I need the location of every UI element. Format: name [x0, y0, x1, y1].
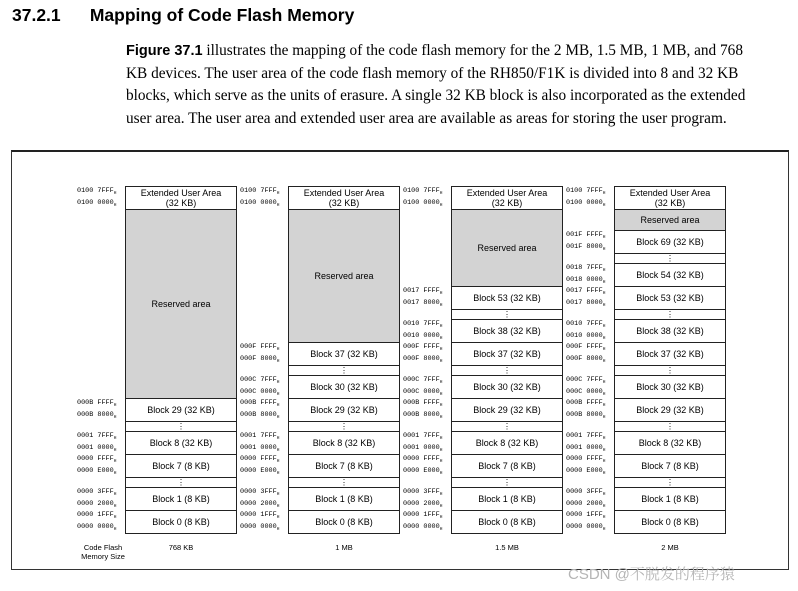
address-value: 000B FFFF	[240, 399, 277, 407]
hex-suffix: H	[439, 324, 443, 329]
address-label	[240, 343, 279, 354]
address-value: 0100 7FFF	[240, 187, 277, 195]
ellipsis-row: ⋮	[451, 309, 563, 320]
memory-block: Block 7 (8 KB)	[614, 454, 726, 478]
address-value: 000F 8000	[566, 355, 603, 363]
memory-block: Block 1 (8 KB)	[614, 487, 726, 511]
hex-suffix: H	[276, 527, 280, 532]
ellipsis-row: ⋮	[614, 253, 726, 264]
address-label	[566, 199, 605, 210]
address-label	[77, 187, 116, 198]
address-label	[240, 187, 279, 198]
paragraph-line: user area. The user area and extended user area are available as areas for storing the user program.	[126, 109, 727, 127]
hex-suffix: H	[602, 268, 606, 273]
address-value: 0010 7FFF	[403, 320, 440, 328]
ellipsis-row: ⋮	[451, 421, 563, 432]
hex-suffix: H	[602, 291, 606, 296]
memory-block: Block 53 (32 KB)	[451, 286, 563, 310]
address-label	[240, 488, 279, 499]
address-label	[403, 299, 442, 310]
address-value: 0000 E000	[566, 467, 603, 475]
memory-block: Block 7 (8 KB)	[125, 454, 237, 478]
address-value: 0018 7FFF	[566, 264, 603, 272]
address-label	[566, 320, 605, 331]
address-value: 000B 8000	[403, 411, 440, 419]
address-label	[77, 523, 116, 534]
paragraph-line	[126, 40, 796, 63]
address-label	[77, 455, 116, 466]
ellipsis-row: ⋮	[614, 421, 726, 432]
hex-suffix: H	[276, 203, 280, 208]
memory-block: Block 30 (32 KB)	[451, 375, 563, 399]
memory-block: Block 8 (32 KB)	[288, 431, 400, 455]
address-value: 0000 3FFF	[403, 488, 440, 496]
memory-block: Block 30 (32 KB)	[614, 375, 726, 399]
hex-suffix: H	[602, 303, 606, 308]
address-label	[403, 488, 442, 499]
hex-suffix: H	[113, 492, 117, 497]
address-label	[566, 231, 605, 242]
address-label	[403, 320, 442, 331]
address-label	[566, 343, 605, 354]
hex-suffix: H	[602, 448, 606, 453]
address-label	[240, 444, 279, 455]
address-value: 000B FFFF	[403, 399, 440, 407]
memory-block: Block 1 (8 KB)	[125, 487, 237, 511]
hex-suffix: H	[602, 203, 606, 208]
address-label	[240, 523, 279, 534]
hex-suffix: H	[276, 492, 280, 497]
ellipsis-row: ⋮	[288, 421, 400, 432]
ellipsis-row: ⋮	[125, 477, 237, 488]
address-value: 0000 E000	[403, 467, 440, 475]
hex-suffix: H	[113, 504, 117, 509]
hex-suffix: H	[439, 359, 443, 364]
address-label	[403, 287, 442, 298]
address-label	[240, 467, 279, 478]
address-label	[566, 376, 605, 387]
address-value: 0000 0000	[403, 523, 440, 531]
hex-suffix: H	[439, 336, 443, 341]
address-value: 0000 1FFF	[566, 511, 603, 519]
hex-suffix: H	[439, 403, 443, 408]
memory-size-label: 1.5 MB	[495, 543, 519, 552]
hex-suffix: H	[439, 471, 443, 476]
ellipsis-row: ⋮	[614, 309, 726, 320]
hex-suffix: H	[276, 471, 280, 476]
address-value: 0100 7FFF	[566, 187, 603, 195]
address-value: 0100 7FFF	[77, 187, 114, 195]
address-label	[403, 187, 442, 198]
address-value: 0017 FFFF	[566, 287, 603, 295]
address-value: 0001 0000	[566, 444, 603, 452]
memory-block: Block 37 (32 KB)	[614, 342, 726, 366]
address-label	[566, 432, 605, 443]
section-heading	[12, 5, 354, 26]
hex-suffix: H	[602, 459, 606, 464]
hex-suffix: H	[113, 459, 117, 464]
hex-suffix: H	[439, 303, 443, 308]
address-value: 0000 E000	[77, 467, 114, 475]
address-label	[77, 432, 116, 443]
ellipsis-row: ⋮	[288, 477, 400, 488]
address-value: 0000 3FFF	[240, 488, 277, 496]
address-value: 001F FFFF	[566, 231, 603, 239]
address-label	[566, 467, 605, 478]
address-value: 0010 7FFF	[566, 320, 603, 328]
address-value: 0001 7FFF	[566, 432, 603, 440]
memory-block: Block 37 (32 KB)	[451, 342, 563, 366]
hex-suffix: H	[602, 515, 606, 520]
hex-suffix: H	[276, 191, 280, 196]
address-value: 000B 8000	[240, 411, 277, 419]
extended-user-area: Extended User Area (32 KB)	[125, 186, 237, 210]
address-label	[403, 343, 442, 354]
address-value: 0100 0000	[403, 199, 440, 207]
address-value: 0000 3FFF	[77, 488, 114, 496]
hex-suffix: H	[276, 515, 280, 520]
address-label	[566, 444, 605, 455]
address-label	[566, 187, 605, 198]
address-value: 0001 0000	[403, 444, 440, 452]
hex-suffix: H	[439, 347, 443, 352]
hex-suffix: H	[602, 324, 606, 329]
address-label	[77, 199, 116, 210]
address-value: 000F 8000	[403, 355, 440, 363]
memory-block: Block 38 (32 KB)	[614, 319, 726, 343]
address-label	[77, 500, 116, 511]
reserved-area: Reserved area	[451, 209, 563, 287]
address-label	[403, 444, 442, 455]
address-value: 0000 1FFF	[240, 511, 277, 519]
memory-block: Block 53 (32 KB)	[614, 286, 726, 310]
address-label	[403, 388, 442, 399]
address-value: 000C 0000	[566, 388, 603, 396]
address-value: 0017 8000	[403, 299, 440, 307]
hex-suffix: H	[276, 403, 280, 408]
address-label	[566, 332, 605, 343]
address-label	[403, 332, 442, 343]
address-value: 000F 8000	[240, 355, 277, 363]
address-value: 000C 0000	[240, 388, 277, 396]
address-value: 0001 7FFF	[403, 432, 440, 440]
address-value: 0000 FFFF	[403, 455, 440, 463]
memory-block: Block 29 (32 KB)	[614, 398, 726, 422]
memory-block: Block 0 (8 KB)	[125, 510, 237, 534]
address-label	[566, 276, 605, 287]
address-value: 0017 8000	[566, 299, 603, 307]
extended-user-area: Extended User Area (32 KB)	[451, 186, 563, 210]
hex-suffix: H	[276, 448, 280, 453]
extended-user-area: Extended User Area (32 KB)	[614, 186, 726, 210]
reserved-area: Reserved area	[288, 209, 400, 343]
ellipsis-row: ⋮	[451, 365, 563, 376]
address-label	[240, 432, 279, 443]
address-label	[403, 411, 442, 422]
hex-suffix: H	[602, 347, 606, 352]
reserved-area: Reserved area	[125, 209, 237, 399]
address-label	[240, 199, 279, 210]
hex-suffix: H	[113, 448, 117, 453]
address-label	[566, 455, 605, 466]
address-label	[566, 243, 605, 254]
address-label	[566, 488, 605, 499]
address-label	[566, 500, 605, 511]
figure-reference[interactable]: Figure 37.1	[126, 43, 203, 59]
address-value: 0001 0000	[240, 444, 277, 452]
memory-block: Block 30 (32 KB)	[288, 375, 400, 399]
address-value: 0000 1FFF	[403, 511, 440, 519]
address-label	[566, 411, 605, 422]
hex-suffix: H	[276, 347, 280, 352]
paragraph-line: KB devices. The user area of the code flash memory of the RH850/F1K is divided into 8 and 32 KB	[126, 64, 739, 82]
address-label	[566, 355, 605, 366]
memory-block: Block 8 (32 KB)	[125, 431, 237, 455]
section-number: 37.2.1	[12, 5, 61, 25]
address-value: 0100 0000	[77, 199, 114, 207]
hex-suffix: H	[113, 415, 117, 420]
address-value: 0100 7FFF	[403, 187, 440, 195]
address-value: 0100 0000	[566, 199, 603, 207]
address-label	[77, 399, 116, 410]
hex-suffix: H	[602, 492, 606, 497]
address-label	[403, 376, 442, 387]
hex-suffix: H	[602, 359, 606, 364]
ellipsis-row: ⋮	[451, 477, 563, 488]
hex-suffix: H	[439, 527, 443, 532]
memory-block: Block 38 (32 KB)	[451, 319, 563, 343]
address-label	[240, 376, 279, 387]
hex-suffix: H	[439, 515, 443, 520]
address-value: 000F FFFF	[403, 343, 440, 351]
address-value: 000B FFFF	[566, 399, 603, 407]
address-value: 000F FFFF	[240, 343, 277, 351]
address-label	[403, 355, 442, 366]
address-label	[77, 467, 116, 478]
address-value: 0000 0000	[566, 523, 603, 531]
hex-suffix: H	[113, 471, 117, 476]
address-label	[566, 511, 605, 522]
hex-suffix: H	[276, 459, 280, 464]
hex-suffix: H	[276, 392, 280, 397]
address-label	[77, 444, 116, 455]
hex-suffix: H	[439, 392, 443, 397]
address-value: 0000 0000	[77, 523, 114, 531]
ellipsis-row: ⋮	[614, 365, 726, 376]
address-label	[240, 355, 279, 366]
memory-block: Block 0 (8 KB)	[288, 510, 400, 534]
address-value: 0001 7FFF	[240, 432, 277, 440]
address-label	[403, 523, 442, 534]
address-value: 0000 0000	[240, 523, 277, 531]
address-label	[566, 264, 605, 275]
hex-suffix: H	[602, 436, 606, 441]
extended-user-area: Extended User Area (32 KB)	[288, 186, 400, 210]
hex-suffix: H	[602, 504, 606, 509]
memory-block: Block 8 (32 KB)	[451, 431, 563, 455]
address-label	[240, 455, 279, 466]
paragraph-text: illustrates the mapping of the code flash memory for the 2 MB, 1.5 MB, 1 MB, and 768	[202, 42, 743, 59]
address-value: 0000 1FFF	[77, 511, 114, 519]
address-value: 000B 8000	[77, 411, 114, 419]
hex-suffix: H	[113, 436, 117, 441]
address-value: 0001 7FFF	[77, 432, 114, 440]
address-value: 0000 2000	[240, 500, 277, 508]
code-flash-size-caption: Code Flash Memory Size	[81, 543, 125, 561]
section-title: Mapping of Code Flash Memory	[89, 5, 355, 25]
hex-suffix: H	[602, 392, 606, 397]
hex-suffix: H	[602, 415, 606, 420]
address-value: 0000 FFFF	[240, 455, 277, 463]
memory-block: Block 7 (8 KB)	[451, 454, 563, 478]
hex-suffix: H	[439, 291, 443, 296]
address-label	[403, 432, 442, 443]
paragraph-line: blocks, which serve as the units of erasure. A single 32 KB block is also incorporated as the extended	[126, 87, 746, 104]
hex-suffix: H	[602, 191, 606, 196]
address-value: 0000 2000	[566, 500, 603, 508]
address-value: 0000 3FFF	[566, 488, 603, 496]
memory-block: Block 69 (32 KB)	[614, 230, 726, 254]
hex-suffix: H	[602, 336, 606, 341]
memory-size-label: 768 KB	[168, 543, 194, 552]
address-value: 0010 0000	[566, 332, 603, 340]
address-value: 000F FFFF	[566, 343, 603, 351]
hex-suffix: H	[602, 280, 606, 285]
hex-suffix: H	[602, 471, 606, 476]
address-value: 0017 FFFF	[403, 287, 440, 295]
address-value: 000C 0000	[403, 388, 440, 396]
hex-suffix: H	[439, 436, 443, 441]
address-value: 0000 FFFF	[566, 455, 603, 463]
hex-suffix: H	[276, 380, 280, 385]
hex-suffix: H	[113, 403, 117, 408]
address-label	[77, 511, 116, 522]
hex-suffix: H	[439, 191, 443, 196]
memory-block: Block 54 (32 KB)	[614, 263, 726, 287]
address-label	[240, 511, 279, 522]
address-label	[403, 511, 442, 522]
ellipsis-row: ⋮	[125, 421, 237, 432]
address-label	[566, 287, 605, 298]
hex-suffix: H	[113, 191, 117, 196]
hex-suffix: H	[276, 504, 280, 509]
address-value: 0000 FFFF	[77, 455, 114, 463]
ellipsis-row: ⋮	[288, 365, 400, 376]
address-value: 000B FFFF	[77, 399, 114, 407]
memory-block: Block 29 (32 KB)	[288, 398, 400, 422]
hex-suffix: H	[439, 504, 443, 509]
address-label	[566, 299, 605, 310]
memory-block: Block 1 (8 KB)	[451, 487, 563, 511]
address-value: 0000 E000	[240, 467, 277, 475]
address-value: 001F 8000	[566, 243, 603, 251]
memory-block: Block 8 (32 KB)	[614, 431, 726, 455]
address-value: 0010 0000	[403, 332, 440, 340]
address-label	[240, 411, 279, 422]
memory-size-label: 2 MB	[661, 543, 679, 552]
address-value: 000C 7FFF	[403, 376, 440, 384]
address-label	[403, 399, 442, 410]
hex-suffix: H	[439, 459, 443, 464]
hex-suffix: H	[276, 436, 280, 441]
address-value: 0100 0000	[240, 199, 277, 207]
hex-suffix: H	[439, 203, 443, 208]
hex-suffix: H	[602, 403, 606, 408]
body-paragraph	[126, 40, 796, 130]
hex-suffix: H	[439, 492, 443, 497]
address-label	[403, 500, 442, 511]
memory-block: Block 1 (8 KB)	[288, 487, 400, 511]
address-label	[240, 500, 279, 511]
address-label	[566, 388, 605, 399]
address-value: 0018 0000	[566, 276, 603, 284]
memory-block: Block 7 (8 KB)	[288, 454, 400, 478]
memory-block: Block 29 (32 KB)	[125, 398, 237, 422]
hex-suffix: H	[276, 359, 280, 364]
memory-block: Block 0 (8 KB)	[451, 510, 563, 534]
watermark: CSDN @不脱发的程序猿	[568, 566, 735, 583]
address-value: 0000 2000	[77, 500, 114, 508]
memory-size-label: 1 MB	[335, 543, 353, 552]
hex-suffix: H	[439, 415, 443, 420]
address-label	[77, 488, 116, 499]
memory-map-figure	[11, 150, 789, 570]
address-label	[403, 467, 442, 478]
address-value: 0001 0000	[77, 444, 114, 452]
hex-suffix: H	[602, 247, 606, 252]
memory-block: Block 29 (32 KB)	[451, 398, 563, 422]
hex-suffix: H	[113, 527, 117, 532]
hex-suffix: H	[602, 380, 606, 385]
address-label	[566, 399, 605, 410]
address-label	[566, 523, 605, 534]
address-label	[240, 399, 279, 410]
address-value: 000C 7FFF	[240, 376, 277, 384]
hex-suffix: H	[602, 235, 606, 240]
memory-block: Block 0 (8 KB)	[614, 510, 726, 534]
hex-suffix: H	[439, 380, 443, 385]
address-value: 0000 2000	[403, 500, 440, 508]
address-label	[77, 411, 116, 422]
hex-suffix: H	[276, 415, 280, 420]
reserved-area: Reserved area	[614, 209, 726, 231]
ellipsis-row: ⋮	[614, 477, 726, 488]
address-value: 000C 7FFF	[566, 376, 603, 384]
address-label	[240, 388, 279, 399]
hex-suffix: H	[602, 527, 606, 532]
address-value: 000B 8000	[566, 411, 603, 419]
memory-block: Block 37 (32 KB)	[288, 342, 400, 366]
hex-suffix: H	[439, 448, 443, 453]
address-label	[403, 199, 442, 210]
hex-suffix: H	[113, 515, 117, 520]
address-label	[403, 455, 442, 466]
hex-suffix: H	[113, 203, 117, 208]
